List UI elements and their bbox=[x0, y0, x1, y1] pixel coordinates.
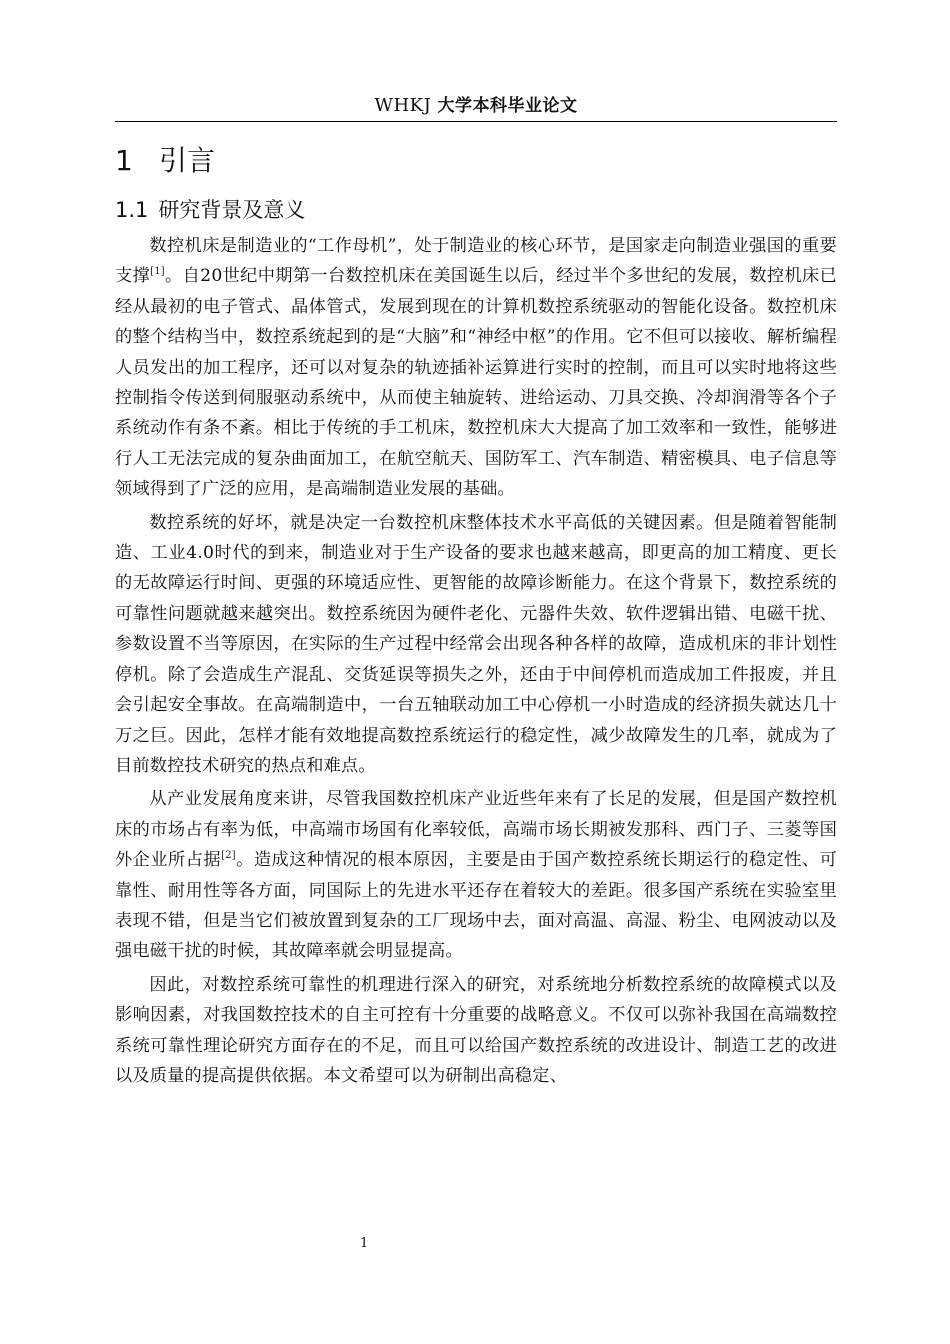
paragraph-3 bbox=[115, 784, 837, 966]
header-university: 大学本科毕业论文 bbox=[437, 96, 578, 116]
chapter-title bbox=[115, 141, 215, 181]
paragraph-2 bbox=[115, 508, 837, 782]
paragraph-1 bbox=[115, 231, 837, 505]
paragraph-2-text: 数控系统的好坏，就是决定一台数控机床整体技术水平高低的关键因素。但是随着智能制造、工业4.0时代的到来，制造业对于生产设备的要求也越来越高，即更高的加工精度、更长的无故障运行时间、更强的环境适应性、更智能的故障诊断能力。在这个背景下，数控系统的可靠性问题就越来越突出。数控系统因为硬件老化、元器件失效、软件逻辑出错、电磁干扰、参数设置不当等原因，在实际的生产过程中经常会出现各种各样的故障，造成机床的非计划性停机。除了会造成生产混乱、交货延误等损失之外，还由于中间停机而造成加工件报废，并且会引起安全事故。在高端制造中，一台五轴联动加工中心停机一小时造成的经济损失就达几十万之巨。因此，怎样才能有效地提高数控系统运行的稳定性，减少故障发生的几率，就成为了目前数控技术研究的热点和难点。 bbox=[115, 512, 837, 776]
paragraph-4 bbox=[115, 970, 837, 1092]
paragraph-1-text-a: 数控机床是制造业的“工作母机”，处于制造业的核心环节，是国家走向制造业强国的重要支撑 bbox=[115, 236, 837, 287]
chapter-title-text: 引言 bbox=[159, 144, 216, 177]
chapter-number: 1 bbox=[115, 144, 133, 177]
header-rule bbox=[115, 121, 837, 122]
section-title bbox=[115, 195, 305, 225]
paragraph-4-text: 因此，对数控系统可靠性的机理进行深入的研究，对系统地分析数控系统的故障模式以及影响因素，对我国数控技术的自主可控有十分重要的战略意义。不仅可以弥补我国在高端数控系统可靠性理论研究方面存在的不足，而且可以给国产数控系统的改进设计、制造工艺的改进以及质量的提高提供依据。本文希望可以为研制出高稳定、 bbox=[115, 974, 837, 1086]
paragraph-3-text-b: 。造成这种情况的根本原因，主要是由于国产数控系统长期运行的稳定性、可靠性、耐用性等各方面，同国际上的先进水平还存在着较大的差距。很多国产系统在实验室里表现不错，但是当它们被放置到复杂的工厂现场中去，面对高温、高湿、粉尘、电网波动以及强电磁干扰的时候，其故障率就会明显提高。 bbox=[115, 850, 837, 962]
citation-1: [1] bbox=[150, 266, 165, 278]
section-title-text: 研究背景及意义 bbox=[158, 198, 306, 222]
paragraph-3-text-a: 从产业发展角度来讲，尽管我国数控机床产业近些年来有了长足的发展，但是国产数控机床的市场占有率为低，中高端市场国有化率较低，高端市场长期被发那科、西门子、三菱等国外企业所占据 bbox=[115, 789, 837, 871]
section-number: 1.1 bbox=[115, 198, 149, 222]
citation-2: [2] bbox=[221, 850, 236, 862]
header-prefix: WHKJ bbox=[374, 95, 432, 116]
paragraph-1-text-b: 。自20世纪中期第一台数控机床在美国诞生以后，经过半个多世纪的发展，数控机床已经从最初的电子管式、晶体管式，发展到现在的计算机数控系统驱动的智能化设备。数控机床的整个结构当中，数控系统起到的是“大脑”和“神经中枢”的作用。它不但可以接收、解析编程人员发出的加工程序，还可以对复杂的轨迹插补运算进行实时的控制，而且可以实时地将这些控制指令传送到伺服驱动系统中，从而使主轴旋转、进给运动、刀具交换、冷却润滑等各个子系统动作有条不紊。相比于传统的手工机床，数控机床大大提高了加工效率和一致性，能够进行人工无法完成的复杂曲面加工，在航空航天、国防军工、汽车制造、精密模具、电子信息等领域得到了广泛的应用，是高端制造业发展的基础。 bbox=[115, 266, 837, 500]
page-number: 1 bbox=[360, 1236, 369, 1251]
running-header bbox=[115, 93, 837, 119]
body-text bbox=[115, 231, 837, 1091]
